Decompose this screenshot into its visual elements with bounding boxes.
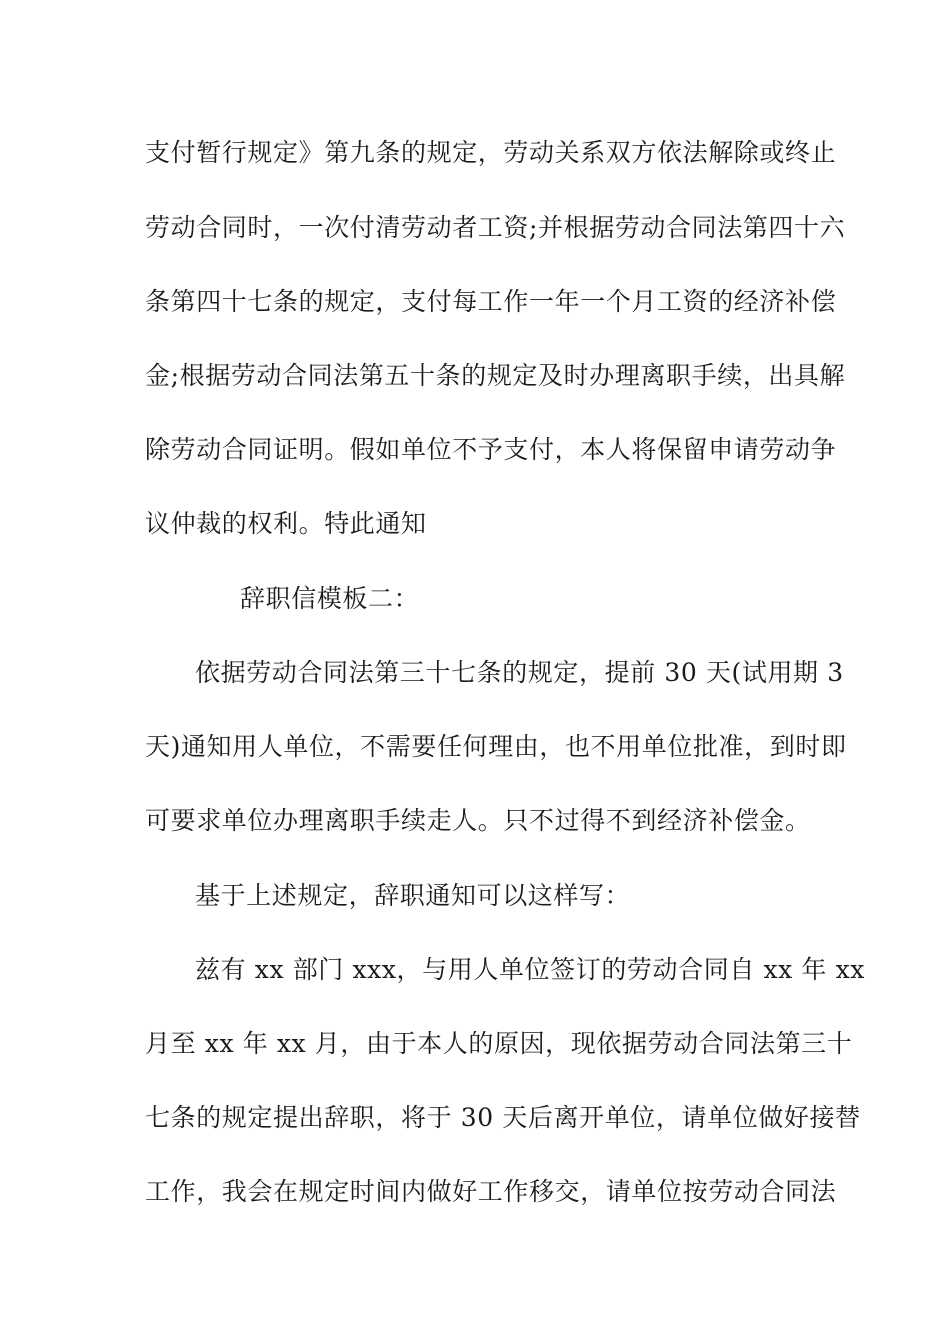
body-text-line: 可要求单位办理离职手续走人。只不过得不到经济补偿金。	[145, 806, 811, 835]
body-text-line: 七条的规定提出辞职，将于 30 天后离开单位，请单位做好接替	[145, 1103, 861, 1132]
body-text-line: 除劳动合同证明。假如单位不予支付，本人将保留申请劳动争	[145, 435, 837, 464]
body-text-line: 金;根据劳动合同法第五十条的规定及时办理离职手续，出具解	[145, 361, 846, 390]
body-text-line: 工作，我会在规定时间内做好工作移交，请单位按劳动合同法	[145, 1177, 837, 1206]
body-text-line: 条第四十七条的规定，支付每工作一年一个月工资的经济补偿	[145, 287, 837, 316]
section-heading: 辞职信模板二：	[240, 584, 420, 613]
body-text-line: 月至 xx 年 xx 月，由于本人的原因，现依据劳动合同法第三十	[145, 1029, 853, 1058]
paragraph-first-line: 基于上述规定，辞职通知可以这样写：	[195, 881, 631, 910]
body-text-line: 支付暂行规定》第九条的规定，劳动关系双方依法解除或终止	[145, 138, 837, 167]
paragraph-first-line: 兹有 xx 部门 xxx，与用人单位签订的劳动合同自 xx 年 xx	[195, 955, 865, 984]
body-text-line: 劳动合同时，一次付清劳动者工资;并根据劳动合同法第四十六	[145, 213, 846, 242]
body-text-line: 天)通知用人单位，不需要任何理由，也不用单位批准，到时即	[145, 732, 847, 761]
body-text-line: 议仲裁的权利。特此通知	[145, 509, 427, 538]
paragraph-first-line: 依据劳动合同法第三十七条的规定，提前 30 天(试用期 3	[195, 658, 844, 687]
